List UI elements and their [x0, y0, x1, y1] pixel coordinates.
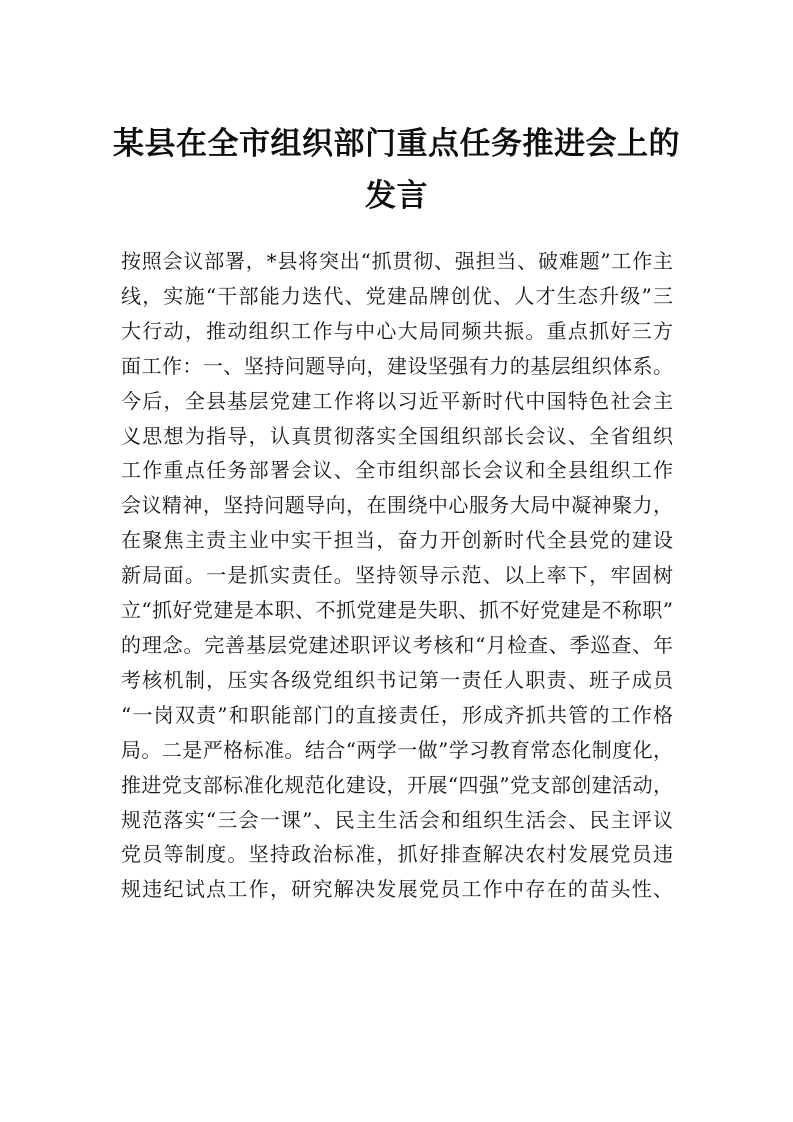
body-line: 会议精神，坚持问题导向，在围绕中心服务大局中凝神聚力， [121, 493, 673, 518]
body-line: 立“抓好党建是本职、不抓党建是失职、抓不好党建是不称职” [121, 598, 673, 623]
title-line: 发言 [365, 178, 428, 214]
body-line: 党员等制度。坚持政治标准，抓好排查解决农村发展党员违 [121, 842, 673, 867]
body-line: 的理念。完善基层党建述职评议考核和“月检查、季巡查、年 [121, 632, 673, 657]
body-line: 今后，全县基层党建工作将以习近平新时代中国特色社会主 [121, 388, 673, 413]
title-line: 某县在全市组织部门重点任务推进会上的 [113, 126, 680, 162]
body-line: “一岗双责”和职能部门的直接责任，形成齐抓共管的工作格 [121, 702, 673, 727]
body-line: 义思想为指导，认真贯彻落实全国组织部长会议、全省组织 [121, 423, 673, 448]
body-line: 大行动，推动组织工作与中心大局同频共振。重点抓好三方 [121, 318, 673, 343]
body-line: 在聚焦主责主业中实干担当，奋力开创新时代全县党的建设 [121, 528, 673, 553]
body-line: 规违纪试点工作，研究解决发展党员工作中存在的苗头性、 [121, 877, 673, 902]
body-line: 线，实施“干部能力迭代、党建品牌创优、人才生态升级”三 [121, 283, 673, 308]
document-title [100, 118, 693, 222]
body-line: 面工作：一、坚持问题导向，建设坚强有力的基层组织体系。 [121, 353, 673, 378]
body-line: 新局面。一是抓实责任。坚持领导示范、以上率下，牢固树 [121, 563, 673, 588]
body-line: 推进党支部标准化规范化建设，开展“四强”党支部创建活动， [121, 772, 673, 797]
body-line: 考核机制，压实各级党组织书记第一责任人职责、班子成员 [121, 667, 673, 692]
body-line: 局。二是严格标准。结合“两学一做”学习教育常态化制度化， [121, 737, 673, 762]
body-line: 按照会议部署，*县将突出“抓贯彻、强担当、破难题”工作主 [121, 249, 673, 273]
document-body [121, 244, 673, 907]
body-line: 规范落实“三会一课”、民主生活会和组织生活会、民主评议 [121, 807, 673, 832]
body-line: 工作重点任务部署会议、全市组织部长会议和全县组织工作 [121, 458, 673, 483]
